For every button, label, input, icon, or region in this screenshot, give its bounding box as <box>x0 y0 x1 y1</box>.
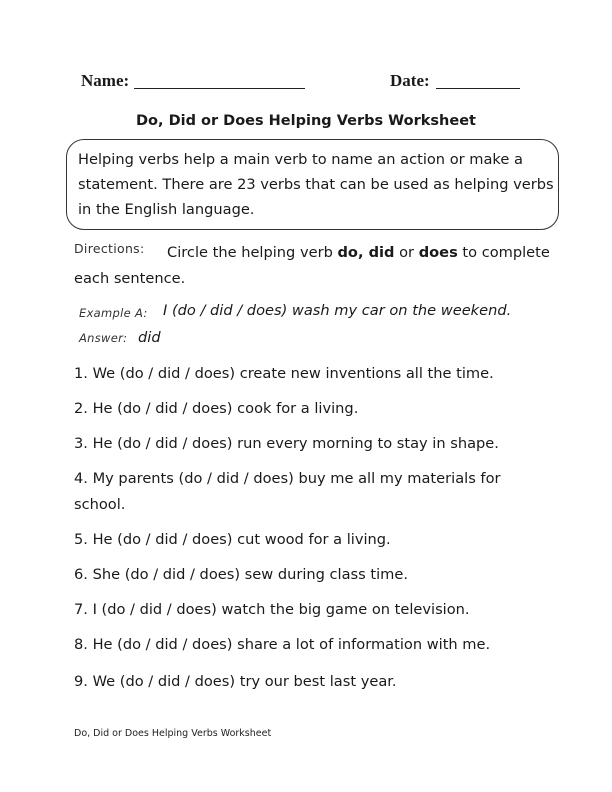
example-label: Example A: <box>79 306 148 320</box>
question-4: 4. My parents (do / did / does) buy me all my materials for school. <box>74 470 501 513</box>
name-label: Name: <box>81 71 130 90</box>
example-text: I (do / did / does) wash my car on the weekend. <box>163 302 512 319</box>
page-footer: Do, Did or Does Helping Verbs Worksheet <box>74 728 272 739</box>
worksheet-title: Do, Did or Does Helping Verbs Worksheet <box>136 113 476 129</box>
directions-bold-1: do, did <box>337 244 395 261</box>
date-field[interactable] <box>436 88 520 89</box>
question-5: 5. He (do / did / does) cut wood for a living. <box>74 531 391 548</box>
question-1: 1. We (do / did / does) create new inventions all the time. <box>74 365 494 382</box>
question-8: 8. He (do / did / does) share a lot of information with me. <box>74 636 491 653</box>
name-field[interactable] <box>134 88 305 89</box>
question-9: 9. We (do / did / does) try our best last year. <box>74 673 397 690</box>
directions-text-mid: or <box>394 244 419 261</box>
answer-label: Answer: <box>79 331 128 345</box>
directions-bold-2: does <box>418 244 458 261</box>
directions-text <box>74 240 554 292</box>
directions-text-after: to complete each sentence. <box>74 244 550 287</box>
question-3: 3. He (do / did / does) run every morning to stay in shape. <box>74 435 499 452</box>
question-2: 2. He (do / did / does) cook for a living. <box>74 400 359 417</box>
example-answer: did <box>138 329 161 346</box>
date-label: Date: <box>390 71 430 90</box>
question-7: 7. I (do / did / does) watch the big game on television. <box>74 601 470 618</box>
directions-text-before: Circle the helping verb <box>167 244 338 261</box>
intro-text: Helping verbs help a main verb to name an action or make a statement. There are 23 verbs that can be used as helping verbs in the English language. <box>78 151 554 218</box>
question-6: 6. She (do / did / does) sew during class time. <box>74 566 409 583</box>
directions-label: Directions: <box>74 241 145 256</box>
